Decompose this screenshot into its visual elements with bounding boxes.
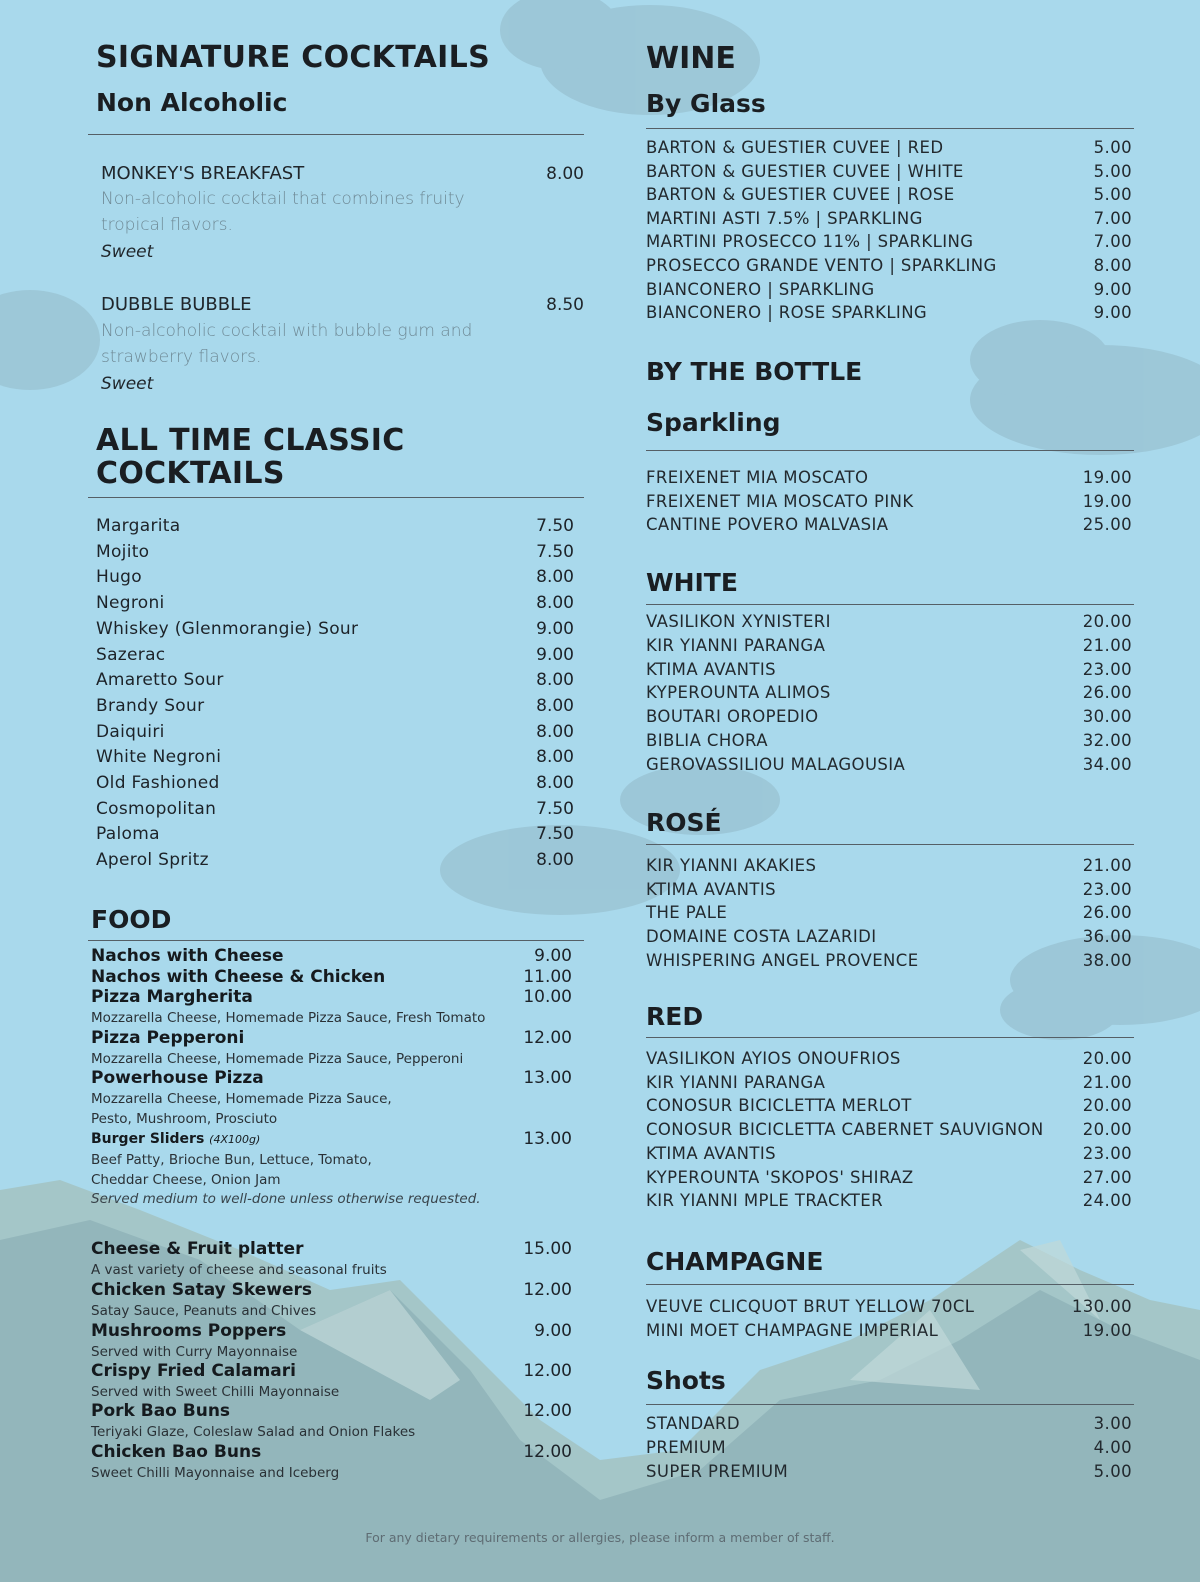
divider	[646, 450, 1134, 451]
menu-row	[646, 256, 1134, 280]
menu-row	[96, 747, 584, 773]
item-description: Non-alcoholic cocktail with bubble gum and strawberry flavors.	[101, 321, 473, 367]
item-price: 12.00	[523, 1280, 572, 1300]
item-price: 24.00	[1082, 1191, 1132, 1211]
menu-row	[646, 1414, 1134, 1438]
item-name: FREIXENET MIA MOSCATO PINK	[646, 491, 914, 511]
white-title: WHITE	[646, 568, 738, 597]
wine-title: WINE	[646, 41, 736, 76]
menu-row	[646, 232, 1134, 256]
item-name: Cheese & Fruit platter	[91, 1239, 304, 1259]
item-name: FREIXENET MIA MOSCATO	[646, 468, 869, 487]
title-line: COCKTAILS	[96, 456, 285, 491]
item-price: 21.00	[1082, 635, 1132, 655]
item-name: DOMAINE COSTA LAZARIDI	[646, 927, 877, 947]
item-price: 8.00	[536, 670, 574, 691]
item-price: 21.00	[1082, 856, 1132, 875]
item-name: Chicken Bao Buns	[91, 1442, 262, 1462]
item-name: DUBBLE BUBBLE	[101, 294, 252, 315]
item-name: KIR YIANNI AKAKIES	[646, 856, 817, 875]
item-price: 7.50	[536, 516, 574, 536]
item-name: KIR YIANNI PARANGA	[646, 635, 826, 655]
menu-row	[646, 280, 1134, 304]
item-price: 23.00	[1082, 879, 1132, 899]
item-price: 23.00	[1082, 659, 1132, 679]
item-description: Pesto, Mushroom, Prosciuto	[91, 1111, 278, 1127]
item-price: 38.00	[1082, 950, 1132, 970]
item-price: 36.00	[1082, 927, 1132, 947]
item-name: BIANCONERO | SPARKLING	[646, 279, 875, 299]
menu-row	[96, 824, 584, 850]
item-name: MINI MOET CHAMPAGNE IMPERIAL	[646, 1321, 939, 1340]
item-price: 20.00	[1082, 1096, 1132, 1116]
menu-row	[646, 468, 1134, 492]
menu-row	[646, 856, 1134, 880]
menu-row	[646, 636, 1134, 660]
item-price: 12.00	[523, 1028, 572, 1048]
item-name: Margarita	[96, 516, 181, 536]
item-price: 9.00	[536, 644, 574, 665]
item-description: Mozzarella Cheese, Homemade Pizza Sauce, Pepperoni	[91, 1051, 464, 1067]
item-name: Negroni	[96, 593, 165, 614]
item-price: 8.00	[536, 695, 574, 716]
menu-row	[96, 516, 584, 542]
item-price: 5.00	[1093, 161, 1132, 181]
item-name: Pizza Margherita	[91, 987, 253, 1007]
item-description: Served with Curry Mayonnaise	[91, 1344, 298, 1360]
menu-row	[646, 1321, 1134, 1345]
item-description: Cheddar Cheese, Onion Jam	[91, 1172, 281, 1188]
item-name: WHISPERING ANGEL PROVENCE	[646, 950, 919, 970]
item-description: Sweet Chilli Mayonnaise and Iceberg	[91, 1465, 340, 1481]
item-price: 8.00	[546, 164, 584, 184]
item-price: 8.00	[536, 721, 574, 742]
burger-note: Served medium to well-done unless otherwise requested.	[91, 1191, 481, 1207]
item-name: CONOSUR BICICLETTA MERLOT	[646, 1096, 912, 1116]
item-name: BOUTARI OROPEDIO	[646, 707, 819, 727]
item-name: VEUVE CLICQUOT BRUT YELLOW 70CL	[646, 1297, 975, 1316]
item-name: PREMIUM	[646, 1438, 727, 1457]
item-price: 8.00	[536, 593, 574, 614]
item-name	[91, 1129, 260, 1150]
item-name: Chicken Satay Skewers	[91, 1280, 313, 1300]
item-name: Mushrooms Poppers	[91, 1321, 287, 1341]
menu-row	[646, 1168, 1134, 1192]
item-price: 19.00	[1082, 468, 1132, 487]
item-name: STANDARD	[646, 1414, 740, 1433]
item-description: Teriyaki Glaze, Coleslaw Salad and Onion Flakes	[91, 1424, 416, 1440]
item-price: 3.00	[1093, 1414, 1132, 1433]
item-price: 130.00	[1071, 1297, 1132, 1316]
item-price: 4.00	[1093, 1438, 1132, 1457]
item-price: 21.00	[1082, 1072, 1132, 1092]
divider	[88, 134, 584, 135]
item-name: Powerhouse Pizza	[91, 1068, 264, 1088]
item-name: BARTON & GUESTIER CUVEE | ROSE	[646, 185, 955, 205]
item-price: 13.00	[523, 1068, 572, 1088]
menu-row	[646, 515, 1134, 539]
divider	[646, 604, 1134, 605]
menu-row	[96, 696, 584, 722]
menu-row	[646, 1144, 1134, 1168]
item-name: Aperol Spritz	[96, 850, 209, 871]
item-name: Daiquiri	[96, 721, 165, 742]
food-title: FOOD	[91, 905, 172, 934]
item-price: 19.00	[1082, 491, 1132, 511]
item-name: Nachos with Cheese & Chicken	[91, 967, 386, 987]
item-price: 26.00	[1082, 683, 1132, 703]
non-alcoholic-subtitle: Non Alcoholic	[96, 88, 288, 117]
item-name: KTIMA AVANTIS	[646, 1143, 776, 1163]
menu-row	[96, 619, 584, 645]
signature-cocktails-title: SIGNATURE COCKTAILS	[96, 40, 490, 75]
item-name: KYPEROUNTA ALIMOS	[646, 683, 831, 703]
item-name: Whiskey (Glenmorangie) Sour	[96, 618, 359, 639]
item-price: 20.00	[1082, 1049, 1132, 1068]
item-description: Beef Patty, Brioche Bun, Lettuce, Tomato,	[91, 1152, 372, 1168]
item-name: Nachos with Cheese	[91, 946, 284, 966]
item-price: 12.00	[523, 1442, 572, 1462]
menu-row	[646, 1191, 1134, 1215]
item-name: CANTINE POVERO MALVASIA	[646, 515, 889, 535]
item-name: BARTON & GUESTIER CUVEE | WHITE	[646, 161, 964, 181]
item-name: VASILIKON XYNISTERI	[646, 612, 831, 631]
item-name: Cosmopolitan	[96, 798, 217, 819]
menu-row	[646, 707, 1134, 731]
item-price: 7.50	[536, 541, 574, 562]
item-name: BIBLIA CHORA	[646, 731, 768, 750]
menu-row	[96, 567, 584, 593]
item-price: 27.00	[1082, 1167, 1132, 1187]
divider	[646, 128, 1134, 129]
champagne-title: CHAMPAGNE	[646, 1247, 824, 1276]
menu-row	[96, 850, 584, 876]
item-name: BIANCONERO | ROSE SPARKLING	[646, 303, 928, 323]
item-price: 5.00	[1093, 138, 1132, 157]
menu-row	[96, 773, 584, 799]
item-price: 26.00	[1082, 903, 1132, 923]
menu-row	[646, 138, 1134, 162]
by-glass-title: By Glass	[646, 89, 766, 118]
item-tag: Sweet	[101, 374, 154, 394]
item-name-text: Burger Sliders	[91, 1131, 205, 1147]
divider	[88, 497, 584, 498]
item-name: Old Fashioned	[96, 773, 220, 793]
item-price: 8.00	[536, 747, 574, 768]
item-tag: Sweet	[101, 242, 154, 262]
item-price: 12.00	[523, 1361, 572, 1381]
item-name: Pizza Pepperoni	[91, 1028, 245, 1048]
menu-row	[96, 542, 584, 568]
item-name: GEROVASSILIOU MALAGOUSIA	[646, 754, 906, 774]
menu-row	[646, 1120, 1134, 1144]
item-price: 23.00	[1082, 1143, 1132, 1163]
menu-row	[646, 1073, 1134, 1097]
item-name: Amaretto Sour	[96, 670, 224, 691]
item-price: 7.00	[1093, 232, 1132, 252]
divider	[646, 844, 1134, 845]
item-description: Mozzarella Cheese, Homemade Pizza Sauce,	[91, 1091, 392, 1107]
menu-row	[646, 927, 1134, 951]
item-name: White Negroni	[96, 747, 222, 768]
item-description: Satay Sauce, Peanuts and Chives	[91, 1303, 317, 1319]
divider	[646, 1037, 1134, 1038]
menu-row	[646, 683, 1134, 707]
item-name: BARTON & GUESTIER CUVEE | RED	[646, 138, 944, 157]
menu-row	[646, 303, 1134, 327]
item-name: MARTINI PROSECCO 11% | SPARKLING	[646, 232, 974, 252]
menu-row	[646, 880, 1134, 904]
menu-row	[646, 903, 1134, 927]
menu-row	[646, 1297, 1134, 1321]
divider	[88, 940, 584, 941]
item-name: THE PALE	[646, 903, 728, 923]
menu-row	[646, 755, 1134, 779]
menu-row	[646, 731, 1134, 755]
item-name: MONKEY'S BREAKFAST	[101, 163, 305, 184]
item-price: 13.00	[523, 1129, 572, 1149]
menu-row	[96, 670, 584, 696]
menu-row	[646, 209, 1134, 233]
item-price: 8.00	[1093, 256, 1132, 275]
item-name: CONOSUR BICICLETTA CABERNET SAUVIGNON	[646, 1120, 1044, 1140]
item-name: Mojito	[96, 541, 150, 562]
item-price: 19.00	[1082, 1321, 1132, 1340]
item-price: 10.00	[523, 987, 572, 1007]
item-price: 20.00	[1082, 612, 1132, 631]
item-name: Hugo	[96, 567, 142, 588]
item-price: 15.00	[523, 1239, 572, 1259]
item-name: KTIMA AVANTIS	[646, 879, 776, 899]
item-description: A vast variety of cheese and seasonal fruits	[91, 1262, 387, 1278]
menu-row	[96, 799, 584, 825]
footer-note: For any dietary requirements or allergies, please inform a member of staff.	[365, 1530, 835, 1545]
item-name: Crispy Fried Calamari	[91, 1361, 296, 1381]
item-name: Brandy Sour	[96, 695, 205, 716]
item-name: VASILIKON AYIOS ONOUFRIOS	[646, 1049, 901, 1068]
item-price: 8.00	[536, 567, 574, 588]
rose-title: ROSÉ	[646, 808, 722, 837]
item-name: SUPER PREMIUM	[646, 1462, 789, 1481]
red-title: RED	[646, 1002, 704, 1031]
item-price: 8.50	[546, 295, 584, 315]
menu-row	[96, 645, 584, 671]
item-name: KYPEROUNTA 'SKOPOS' SHIRAZ	[646, 1167, 914, 1187]
item-price: 34.00	[1082, 754, 1132, 774]
item-price: 7.00	[1093, 208, 1132, 228]
item-price: 25.00	[1082, 515, 1132, 535]
item-price: 30.00	[1082, 707, 1132, 727]
item-name: MARTINI ASTI 7.5% | SPARKLING	[646, 208, 923, 228]
item-name: KTIMA AVANTIS	[646, 659, 776, 679]
menu-row	[646, 492, 1134, 516]
item-price: 9.00	[1093, 303, 1132, 323]
item-price: 20.00	[1082, 1120, 1132, 1140]
menu-row	[646, 1438, 1134, 1462]
item-name: PROSECCO GRANDE VENTO | SPARKLING	[646, 256, 997, 275]
classic-cocktails-title	[96, 424, 405, 490]
item-name: Sazerac	[96, 644, 166, 665]
item-description: Non-alcoholic cocktail that combines fruity tropical flavors.	[101, 189, 465, 235]
item-price: 8.00	[536, 850, 574, 871]
item-price: 5.00	[1093, 185, 1132, 205]
item-price: 9.00	[534, 946, 572, 966]
item-price: 32.00	[1082, 731, 1132, 750]
menu-row	[646, 1096, 1134, 1120]
menu-row	[646, 185, 1134, 209]
item-description: Served with Sweet Chilli Mayonnaise	[91, 1384, 340, 1400]
item-description: Mozzarella Cheese, Homemade Pizza Sauce, Fresh Tomato	[91, 1010, 486, 1026]
item-name: Paloma	[96, 824, 160, 845]
item-price: 9.00	[534, 1321, 572, 1341]
item-price: 9.00	[536, 618, 574, 639]
item-price: 9.00	[1093, 279, 1132, 299]
menu-row	[646, 660, 1134, 684]
by-the-bottle-title: BY THE BOTTLE	[646, 357, 863, 386]
menu-row	[96, 722, 584, 748]
item-price: 5.00	[1093, 1462, 1132, 1481]
menu-row	[646, 612, 1134, 636]
menu-row	[646, 162, 1134, 186]
divider	[646, 1284, 1134, 1285]
item-name: KIR YIANNI MPLE TRACKTER	[646, 1191, 883, 1211]
menu-row	[646, 951, 1134, 975]
item-price: 12.00	[523, 1401, 572, 1421]
menu-row	[646, 1462, 1134, 1486]
title-line: ALL TIME CLASSIC	[96, 423, 405, 458]
item-price: 7.50	[536, 798, 574, 819]
item-portion: (4X100g)	[209, 1133, 261, 1146]
item-price: 11.00	[523, 967, 572, 987]
menu-row	[96, 593, 584, 619]
menu-row	[646, 1049, 1134, 1073]
item-name: Pork Bao Buns	[91, 1401, 231, 1421]
sparkling-title: Sparkling	[646, 408, 781, 437]
divider	[646, 1404, 1134, 1405]
item-price: 7.50	[536, 824, 574, 845]
item-price: 8.00	[536, 773, 574, 793]
shots-title: Shots	[646, 1366, 726, 1395]
item-name: KIR YIANNI PARANGA	[646, 1072, 826, 1092]
